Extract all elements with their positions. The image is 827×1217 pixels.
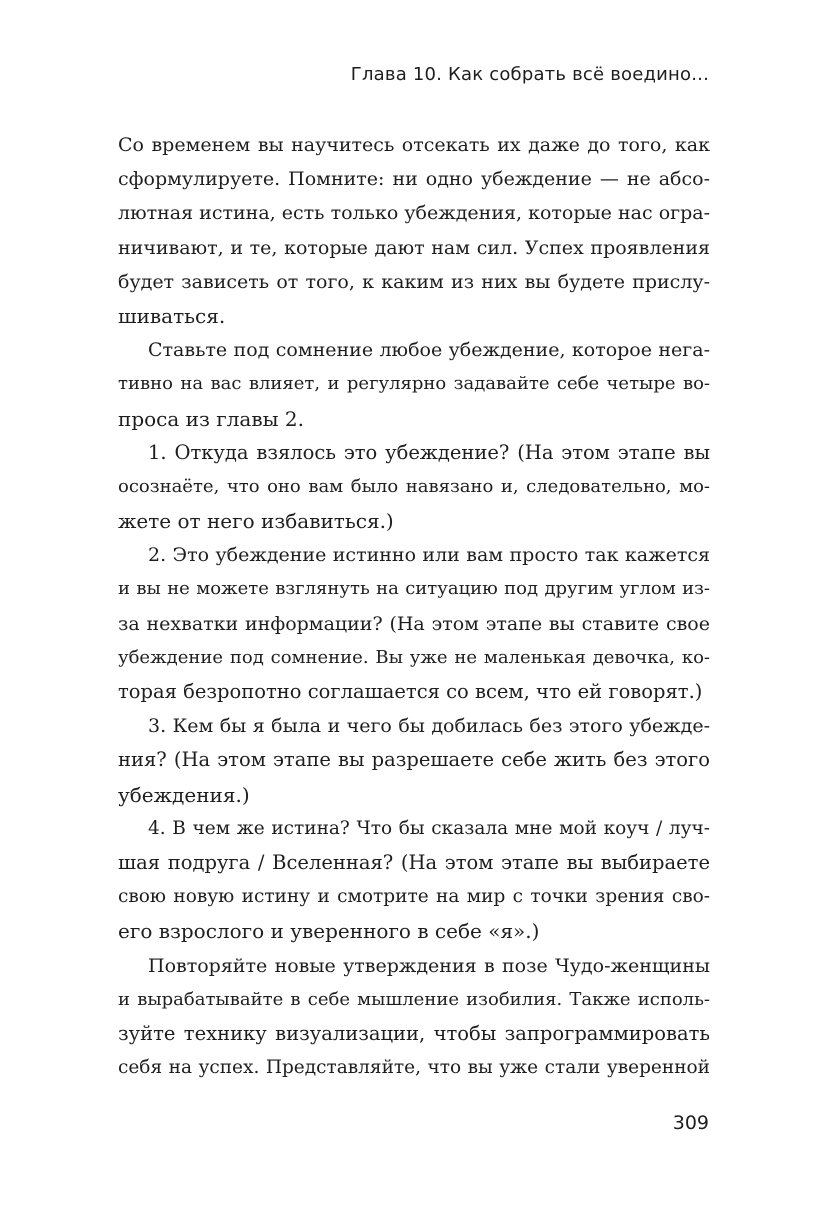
text-line: тивно на вас влияет, и регулярно задавайте себе четыре во- (118, 373, 710, 395)
list-item-3-line: 3. Кем бы я была и чего бы добилась без этого убежде- (148, 715, 710, 738)
page-number: 309 (672, 1112, 709, 1134)
list-item-2-line: 2. Это убеждение истинно или вам просто так кажется (148, 544, 710, 567)
text-line: Со временем вы научитесь отсекать их даже до того, как (118, 134, 710, 156)
text-line: ничивают, и те, которые дают нам сил. Успех проявления (118, 236, 710, 259)
list-item-4-line: шая подруга / Вселенная? (На этом этапе вы выбираете (118, 850, 710, 874)
text-line: себя на успех. Представляйте, что вы уже стали уверенной (118, 1057, 710, 1079)
list-item-3-line: убеждения.) (118, 782, 250, 807)
text-line: зуйте технику визуализации, чтобы запрограммировать (118, 1021, 710, 1045)
text-line: лютная истина, есть только убеждения, которые нас огра- (118, 202, 710, 225)
body-text (118, 128, 710, 1085)
list-item-1-line: 1. Откуда взялось это убеждение? (На этом этапе вы (148, 440, 710, 464)
text-line: будет зависеть от того, к каким из них вы будете прислу- (118, 270, 710, 293)
list-item-4-line: свою новую истину и смотрите на мир с точки зрения сво- (118, 886, 710, 908)
text-line: Повторяйте новые утверждения в позе Чудо-женщины (148, 954, 710, 977)
list-item-2-line: и вы не можете взглянуть на ситуацию под другим углом из- (118, 578, 710, 600)
list-item-3-line: ния? (На этом этапе вы разрешаете себе жить без этого (118, 748, 710, 772)
running-header: Глава 10. Как собрать всё воедино... (350, 64, 709, 85)
list-item-2-line: убеждение под сомнение. Вы уже не маленькая девочка, ко- (118, 646, 710, 668)
text-line: Ставьте под сомнение любое убеждение, которое нега- (148, 339, 710, 362)
text-line: сформулируете. Помните: ни одно убеждение — не абсо- (118, 168, 710, 191)
text-line: проса из главы 2. (118, 406, 304, 431)
text-line: и вырабатывайте в себе мышление изобилия. Также исполь- (118, 988, 710, 1010)
list-item-4-line: 4. В чем же истина? Что бы сказала мне мой коуч / луч- (148, 817, 710, 839)
list-item-2-line: за нехватки информации? (На этом этапе вы ставите свое (118, 612, 710, 635)
list-item-1-line: осознаёте, что оно вам было навязано и, следовательно, мо- (118, 475, 710, 497)
list-item-2-line: торая безропотно соглашается со всем, что ей говорят.) (118, 680, 703, 703)
list-item-1-line: жете от него избавиться.) (118, 509, 394, 534)
list-item-4-line: его взрослого и уверенного в себе «я».) (118, 919, 540, 944)
text-line: шиваться. (118, 303, 226, 328)
